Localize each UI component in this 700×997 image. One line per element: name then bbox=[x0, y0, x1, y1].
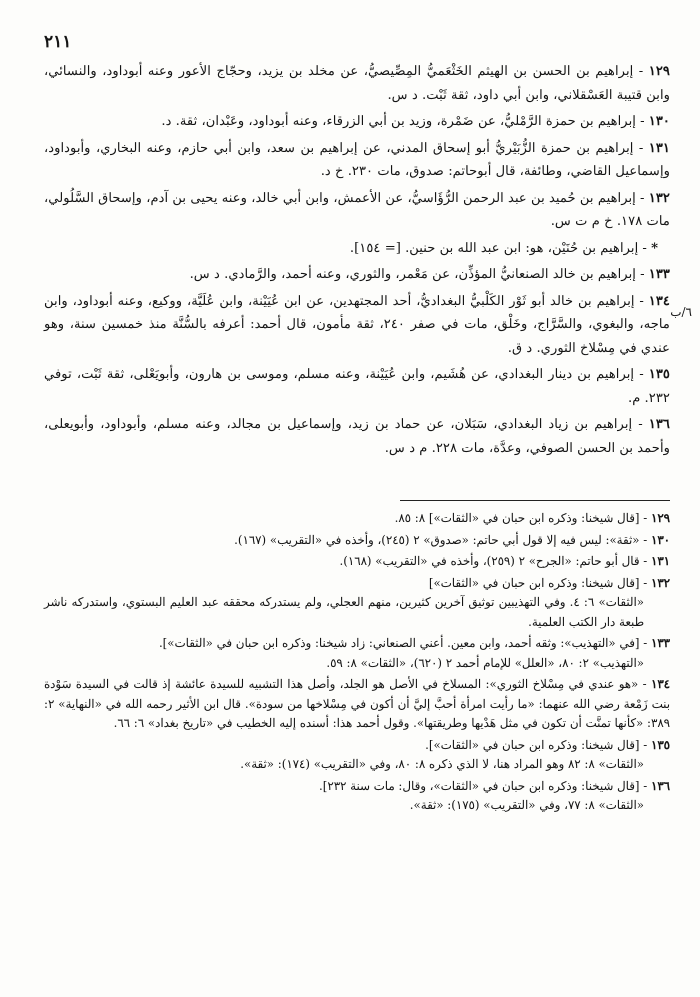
footnote-text: [قال شيخنا: وذكره ابن حبان في «الثقات»]. bbox=[425, 737, 640, 752]
entry-135: ١٣٥ - إبراهيم بن دينار البغدادي، عن هُشَيم، وابن عُيَيْنة، وعنه مسلم، وموسى بن هارون، وأبويَعْلى، ثقة ثَبْت، توفي ٢٣٢. م. bbox=[44, 367, 670, 406]
footnote-131: ١٣١ - قال أبو حاتم: «الجرح» ٢ (٢٥٩)، وأخذه في «التقريب» (١٦٨). bbox=[339, 554, 670, 568]
footnote-text: «ثقة»: ليس فيه إلا قول أبي حاتم: «صدوق» ٢ (٢٤٥)، وأخذه في «التقريب» (١٦٧). bbox=[234, 532, 640, 547]
entry-text: - إبراهيم بن حُنَيْن، هو: ابن عبد الله بن حنين. [= ١٥٤]. bbox=[349, 240, 647, 256]
entry-number: ١٢٩ bbox=[648, 64, 670, 79]
entry-number: ١٣٤ bbox=[648, 293, 670, 309]
footnote-separator bbox=[400, 500, 670, 501]
footnote-133: ١٣٣ - [في «التهذيب»: وثقه أحمد، وابن معين. أعني الصنعاني: زاد شيخنا: وذكره ابن حبان في «الثقات»]. «التهذيب» ٢: ٨٠، «العلل» للإمام أحمد ٢ (٦٢٠)، «الثقات» ٨: ٥٩. bbox=[44, 634, 670, 673]
entry-number: ١٣١ bbox=[648, 140, 670, 156]
entry-129: ١٢٩ - إبراهيم بن الحسن بن الهيثم الخَثْعَميُّ المِصِّيصيُّ، عن مخلد بن يزيد، وحجّاج الأعور وعنه أبوداود، والنسائي، وابن قتيبة العَسْقلاني، وابن أبي داود، ثقة ثَبْت. د س. bbox=[44, 64, 670, 103]
entry-text: إبراهيم بن الحسن بن الهيثم الخَثْعَميُّ المِصِّيصيُّ، عن مخلد بن يزيد، وحجّاج الأعور وعنه أبوداود، والنسائي، وابن قتيبة العَسْقلاني، وابن أبي داود، ثقة ثَبْت. د س. bbox=[44, 64, 670, 103]
entry-number: ١٣٥ bbox=[648, 367, 670, 382]
entry-text: إبراهيم بن حُميد بن عبد الرحمن الرُّؤَاسيُّ، عن الأعمش، وابن أبي خالد، وعنه يحيى بن آدم، وإسحاق السَّلُولي، مات ١٧٨. خ م ت س. bbox=[44, 190, 670, 229]
footnote-number: ١٣٠ bbox=[650, 532, 670, 547]
footnotes bbox=[44, 509, 670, 816]
footnote-134: ١٣٤ - «هو عندي في مِسْلاخ الثوري»: المسلاخ في الأصل هو الجلد، وأصل هذا التشبيه للسيدة عائشة إذ قالت في السيدة سَوْدة بنت زَمْعة رضي الله عنهما: «ما رأيت امرأة أحبَّ إليَّ أن أكون في مِسْلاخها من سودة». قال ابن الأثير رحمه الله في «النهاية» ٢: ٣٨٩: «كأنها تمنَّت أن تكون في مثل هَدْيها وطريقتها». وقول أحمد هذا: أسنده إليه الخطيب في «تاريخ بغداد» ٦: ٦٦. bbox=[44, 677, 670, 730]
entry-134: ١٣٤ - إبراهيم بن خالد أبو ثَوْر الكَلْبيُّ البغداديُّ، أحد المجتهدين، عن ابن عُيَيْنة، وابن عُلَيَّة، ووكيع، وعنه أبوداود، وابن ماجه، والبغوي، والسَّرَّاج، وخَلْق، مات في صفر ٢٤٠، ثقة مأمون، قال أحمد: أعرفه بالسُّنَّة منذ خمسين سنة، وهو عندي في مِسْلاخ الثوري. د ق. bbox=[44, 293, 670, 356]
entry-text: إبراهيم بن زياد البغدادي، سَبَلان، عن حماد بن زيد، وإسماعيل بن مجالد، وعنه مسلم، وأبوداود، وأبويعلى، وأحمد بن الحسن الصوفي، وعدَّة، مات ٢٢٨. م د س. bbox=[44, 417, 670, 456]
entry-number: ١٣٣ bbox=[648, 267, 670, 282]
entry-text: إبراهيم بن حمزة الرَّمْليُّ، عن ضَمْرة، وزيد بن أبي الزرقاء، وعنه أبوداود، وعَبْدان، ثقة. د. bbox=[161, 114, 636, 129]
entry-text: إبراهيم بن خالد الصنعانيُّ المؤذِّن، عن مَعْمر، والثوري، وعنه أحمد، والرَّمادي. د س. bbox=[189, 267, 636, 282]
footnote-number: ١٢٩ bbox=[650, 511, 670, 525]
footnote-number: ١٣٤ bbox=[650, 677, 670, 691]
footnote-text: [قال شيخنا: وذكره ابن حبان في «الثقات»] ٨: ٨٥. bbox=[394, 511, 640, 525]
footnote-135: ١٣٥ - [قال شيخنا: وذكره ابن حبان في «الثقات»]. «الثقات» ٨: ٨٢ وهو المراد هنا، لا الذي ذكره ٨: ٨٠، وفي «التقريب» (١٧٤): «ثقة». bbox=[44, 736, 670, 775]
footnote-subtext: «التهذيب» ٢: ٨٠، «العلل» للإمام أحمد ٢ (٦٢٠)، «الثقات» ٨: ٥٩. bbox=[326, 655, 644, 670]
entry-number: ١٣٠ bbox=[648, 114, 670, 129]
entry-132: ١٣٢ - إبراهيم بن حُميد بن عبد الرحمن الرُّؤَاسيُّ، عن الأعمش، وابن أبي خالد، وعنه يحيى بن آدم، وإسحاق السَّلُولي، مات ١٧٨. خ م ت س. bbox=[44, 190, 671, 229]
footnote-number: ١٣١ bbox=[650, 554, 670, 568]
footnote-130: ١٣٠ - «ثقة»: ليس فيه إلا قول أبي حاتم: «صدوق» ٢ (٢٤٥)، وأخذه في «التقريب» (١٦٧). bbox=[234, 532, 670, 547]
entry-text: إبراهيم بن دينار البغدادي، عن هُشَيم، وابن عُيَيْنة، وعنه مسلم، وموسى بن هارون، وأبويَعْلى، ثقة ثَبْت، توفي ٢٣٢. م. bbox=[44, 367, 670, 406]
footnote-number: ١٣٢ bbox=[650, 575, 670, 590]
footnote-number: ١٣٦ bbox=[650, 778, 670, 793]
page-number: ٢١١ bbox=[44, 32, 72, 52]
footnote-text: «هو عندي في مِسْلاخ الثوري»: المسلاخ في الأصل هو الجلد، وأصل هذا التشبيه للسيدة عائشة إذ قالت في السيدة سَوْدة بنت زَمْعة رضي الله عنهما: «ما رأيت امرأة أحبَّ إليَّ أن أكون في مِسْلاخها من سودة». قال ابن الأثير رحمه الله في «النهاية» ٢: ٣٨٩: «كأنها تمنَّت أن تكون في مثل هَدْيها وطريقتها». وقول أحمد هذا: أسنده إليه الخطيب في «تاريخ بغداد» ٦: ٦٦. bbox=[44, 677, 670, 730]
margin-note: ٦/ب bbox=[670, 305, 692, 319]
footnote-136: ١٣٦ - [قال شيخنا: وذكره ابن حبان في «الثقات»، وقال: مات سنة ٢٣٢]. «الثقات» ٨: ٧٧، وفي «التقريب» (١٧٥): «ثقة». bbox=[44, 777, 670, 816]
main-text bbox=[44, 60, 670, 460]
footnote-text: [قال شيخنا: وذكره ابن حبان في «الثقات»، وقال: مات سنة ٢٣٢]. bbox=[319, 778, 640, 793]
footnote-text: [قال شيخنا: وذكره ابن حبان في «الثقات»] bbox=[428, 575, 640, 590]
footnote-text: قال أبو حاتم: «الجرح» ٢ (٢٥٩)، وأخذه في «التقريب» (١٦٨). bbox=[339, 554, 640, 568]
star-marker: * bbox=[651, 240, 658, 256]
entry-131: ١٣١ - إبراهيم بن حمزة الزُّبَيْريُّ أبو إسحاق المدني، عن إبراهيم بن سعد، وابن أبي حازم، وعنه البخاري، وأبوداود، وإسماعيل القاضي، وطائفة، قال أبوحاتم: صدوق، مات ٢٣٠. خ د. bbox=[44, 140, 670, 179]
footnote-text: [في «التهذيب»: وثقه أحمد، وابن معين. أعني الصنعاني: زاد شيخنا: وذكره ابن حبان في «الثقات»]. bbox=[158, 636, 640, 650]
entry-136: ١٣٦ - إبراهيم بن زياد البغدادي، سَبَلان، عن حماد بن زيد، وإسماعيل بن مجالد، وعنه مسلم، وأبوداود، وأبويعلى، وأحمد بن الحسن الصوفي، وعدَّة، مات ٢٢٨. م د س. bbox=[44, 417, 671, 456]
footnote-number: ١٣٣ bbox=[650, 636, 670, 650]
entry-130: ١٣٠ - إبراهيم بن حمزة الرَّمْليُّ، عن ضَمْرة، وزيد بن أبي الزرقاء، وعنه أبوداود، وعَبْدان، ثقة. د. bbox=[161, 114, 670, 129]
footnote-129: ١٢٩ - [قال شيخنا: وذكره ابن حبان في «الثقات»] ٨: ٨٥. bbox=[394, 511, 670, 525]
entry-text: إبراهيم بن حمزة الزُّبَيْريُّ أبو إسحاق المدني، عن إبراهيم بن سعد، وابن أبي حازم، وعنه البخاري، وأبوداود، وإسماعيل القاضي، وطائفة، قال أبوحاتم: صدوق، مات ٢٣٠. خ د. bbox=[44, 140, 670, 179]
entry-number: ١٣٦ bbox=[648, 417, 671, 432]
footnote-subtext: «الثقات» ٨: ٨٢ وهو المراد هنا، لا الذي ذكره ٨: ٨٠، وفي «التقريب» (١٧٤): «ثقة». bbox=[240, 757, 644, 771]
entry-cross-reference bbox=[44, 237, 658, 261]
footnote-132: ١٣٢ - [قال شيخنا: وذكره ابن حبان في «الثقات»] «الثقات» ٦: ٤. وفي التهذيبين توثيق آخرين كثيرين، منهم العجلي، ولم يستدركه محققه عبد العليم البستوي، واستدركه ناشر طبعة دار الكتب العلمية. bbox=[44, 574, 670, 633]
entry-number: ١٣٢ bbox=[648, 190, 671, 206]
entry-text: إبراهيم بن خالد أبو ثَوْر الكَلْبيُّ البغداديُّ، أحد المجتهدين، عن ابن عُيَيْنة، وابن عُلَيَّة، ووكيع، وعنه أبوداود، وابن ماجه، والبغوي، والسَّرَّاج، وخَلْق، مات في صفر ٢٤٠، ثقة مأمون، قال أحمد: أعرفه بالسُّنَّة منذ خمسين سنة، وهو عندي في مِسْلاخ الثوري. د ق. bbox=[44, 293, 670, 356]
footnote-subtext: «الثقات» ٨: ٧٧، وفي «التقريب» (١٧٥): «ثقة». bbox=[409, 798, 644, 812]
footnote-number: ١٣٥ bbox=[650, 737, 670, 752]
entry-133: ١٣٣ - إبراهيم بن خالد الصنعانيُّ المؤذِّن، عن مَعْمر، والثوري، وعنه أحمد، والرَّمادي. د س. bbox=[189, 267, 670, 282]
footnote-subtext: «الثقات» ٦: ٤. وفي التهذيبين توثيق آخرين كثيرين، منهم العجلي، ولم يستدركه محققه عبد العليم البستوي، واستدركه ناشر طبعة دار الكتب العلمية. bbox=[44, 595, 644, 629]
